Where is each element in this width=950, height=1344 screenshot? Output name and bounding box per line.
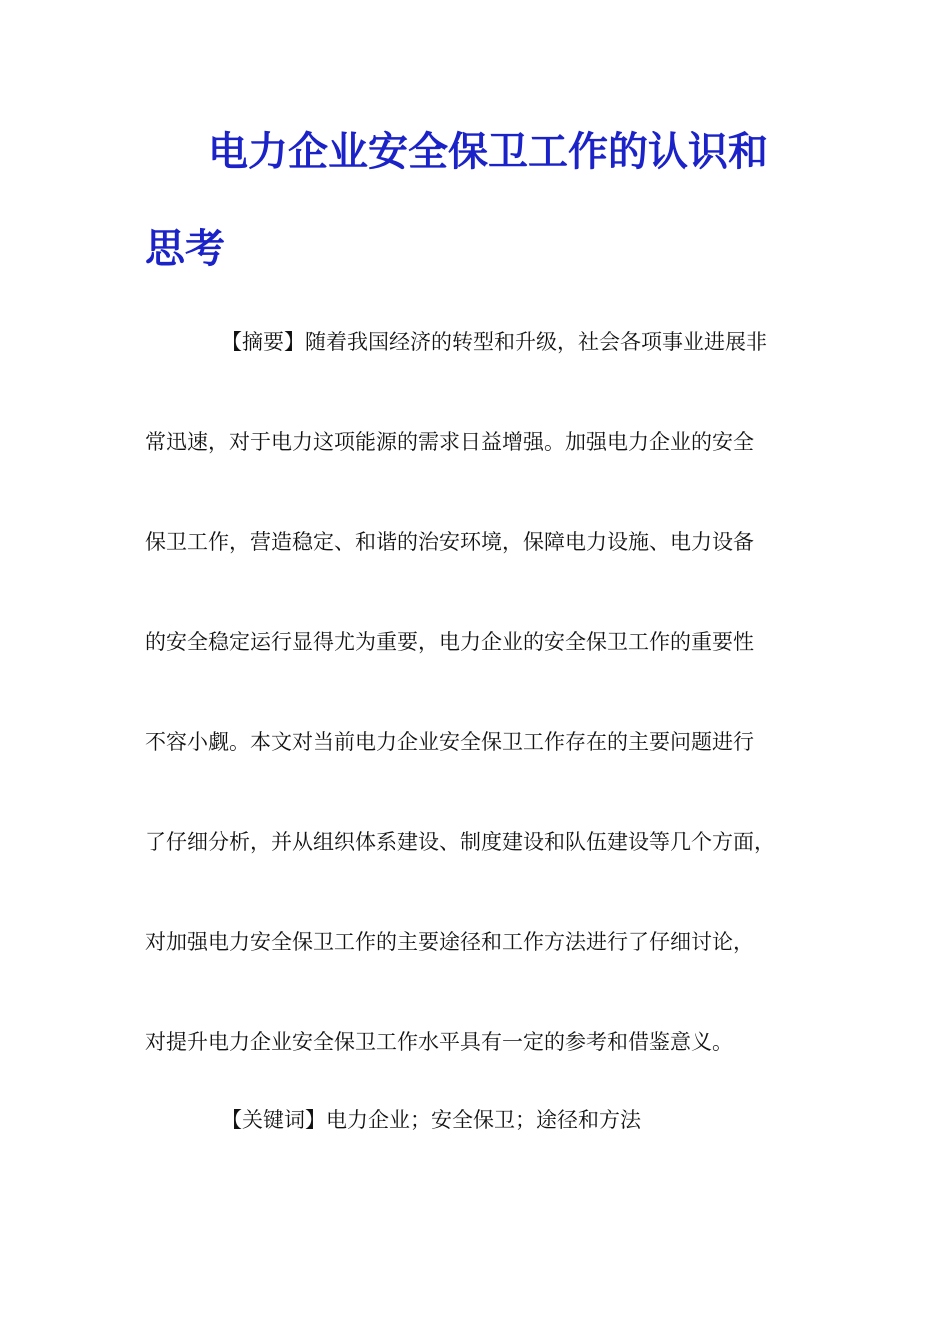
abstract-line: 的安全稳定运行显得尤为重要，电力企业的安全保卫工作的重要性 bbox=[145, 630, 754, 654]
title-line-2: 思考 bbox=[145, 226, 225, 272]
keywords-line: 【关键词】电力企业；安全保卫；途径和方法 bbox=[221, 1108, 641, 1132]
abstract-line: 保卫工作，营造稳定、和谐的治安环境，保障电力设施、电力设备 bbox=[145, 530, 754, 554]
abstract-line: 【摘要】随着我国经济的转型和升级，社会各项事业进展非 bbox=[221, 330, 767, 354]
abstract-line: 对加强电力安全保卫工作的主要途径和工作方法进行了仔细讨论， bbox=[145, 930, 754, 954]
title-line-1: 电力企业安全保卫工作的认识和 bbox=[208, 129, 768, 175]
abstract-line: 对提升电力企业安全保卫工作水平具有一定的参考和借鉴意义。 bbox=[145, 1030, 733, 1054]
abstract-line: 不容小觑。本文对当前电力企业安全保卫工作存在的主要问题进行 bbox=[145, 730, 754, 754]
abstract-line: 了仔细分析，并从组织体系建设、制度建设和队伍建设等几个方面， bbox=[145, 830, 775, 854]
abstract-line: 常迅速，对于电力这项能源的需求日益增强。加强电力企业的安全 bbox=[145, 430, 754, 454]
